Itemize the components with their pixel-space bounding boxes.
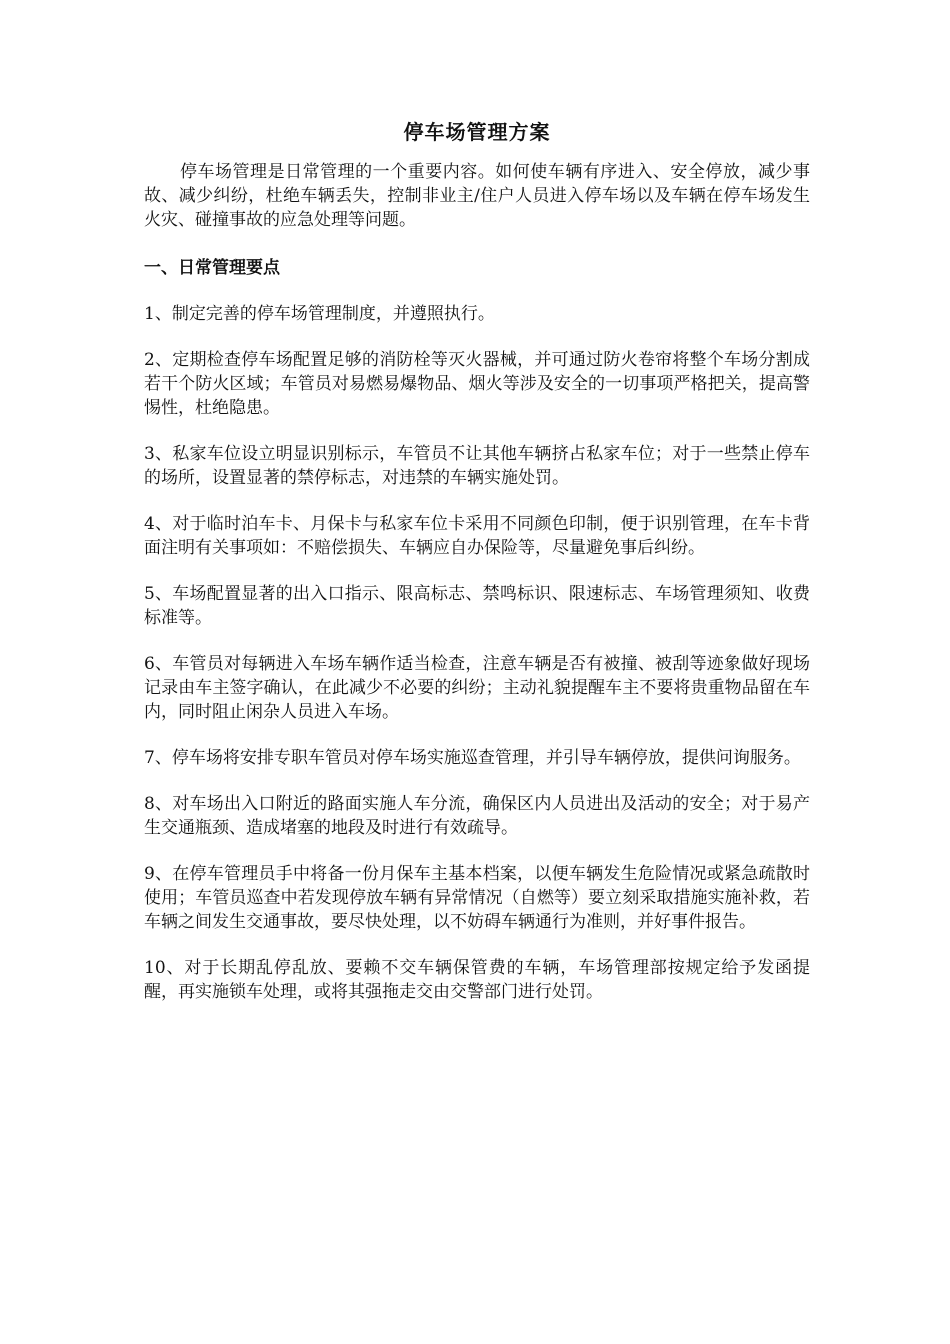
- list-item: 2、定期检查停车场配置足够的消防栓等灭火器械，并可通过防火卷帘将整个车场分割成若干个防火区域；车管员对易燃易爆物品、烟火等涉及安全的一切事项严格把关，提高警惕性，杜绝隐患。: [144, 350, 810, 418]
- intro-paragraph: 停车场管理是日常管理的一个重要内容。如何使车辆有序进入、安全停放，减少事故、减少纠纷，杜绝车辆丢失，控制非业主/住户人员进入停车场以及车辆在停车场发生火灾、碰撞事故的应急处理等问题。: [144, 162, 810, 230]
- list-item: 4、对于临时泊车卡、月保卡与私家车位卡采用不同颜色印制，便于识别管理，在车卡背面注明有关事项如：不赔偿损失、车辆应自办保险等，尽量避免事后纠纷。: [144, 514, 810, 558]
- list-item: 3、私家车位设立明显识别标示，车管员不让其他车辆挤占私家车位；对于一些禁止停车的场所，设置显著的禁停标志，对违禁的车辆实施处罚。: [144, 444, 810, 488]
- list-item: 7、停车场将安排专职车管员对停车场实施巡查管理，并引导车辆停放，提供问询服务。: [144, 748, 801, 768]
- list-item: 1、制定完善的停车场管理制度，并遵照执行。: [144, 304, 495, 324]
- list-item: 8、对车场出入口附近的路面实施人车分流，确保区内人员进出及活动的安全；对于易产生交通瓶颈、造成堵塞的地段及时进行有效疏导。: [144, 794, 810, 838]
- list-item: 5、车场配置显著的出入口指示、限高标志、禁鸣标识、限速标志、车场管理须知、收费标准等。: [144, 584, 810, 628]
- list-item: 10、对于长期乱停乱放、要赖不交车辆保管费的车辆，车场管理部按规定给予发函提醒，再实施锁车处理，或将其强拖走交由交警部门进行处罚。: [144, 958, 810, 1002]
- document-page: [144, 118, 810, 1004]
- section-heading: 一、日常管理要点: [144, 258, 280, 278]
- list-item: 6、车管员对每辆进入车场车辆作适当检查，注意车辆是否有被撞、被刮等迹象做好现场记录由车主签字确认，在此减少不必要的纠纷；主动礼貌提醒车主不要将贵重物品留在车内，同时阻止闲杂人员进入车场。: [144, 654, 810, 722]
- page-title: 停车场管理方案: [403, 120, 551, 144]
- list-item: 9、在停车管理员手中将备一份月保车主基本档案，以便车辆发生危险情况或紧急疏散时使用；车管员巡查中若发现停放车辆有异常情况（自燃等）要立刻采取措施实施补救，若车辆之间发生交通事故，要尽快处理，以不妨碍车辆通行为准则，并好事件报告。: [144, 864, 810, 932]
